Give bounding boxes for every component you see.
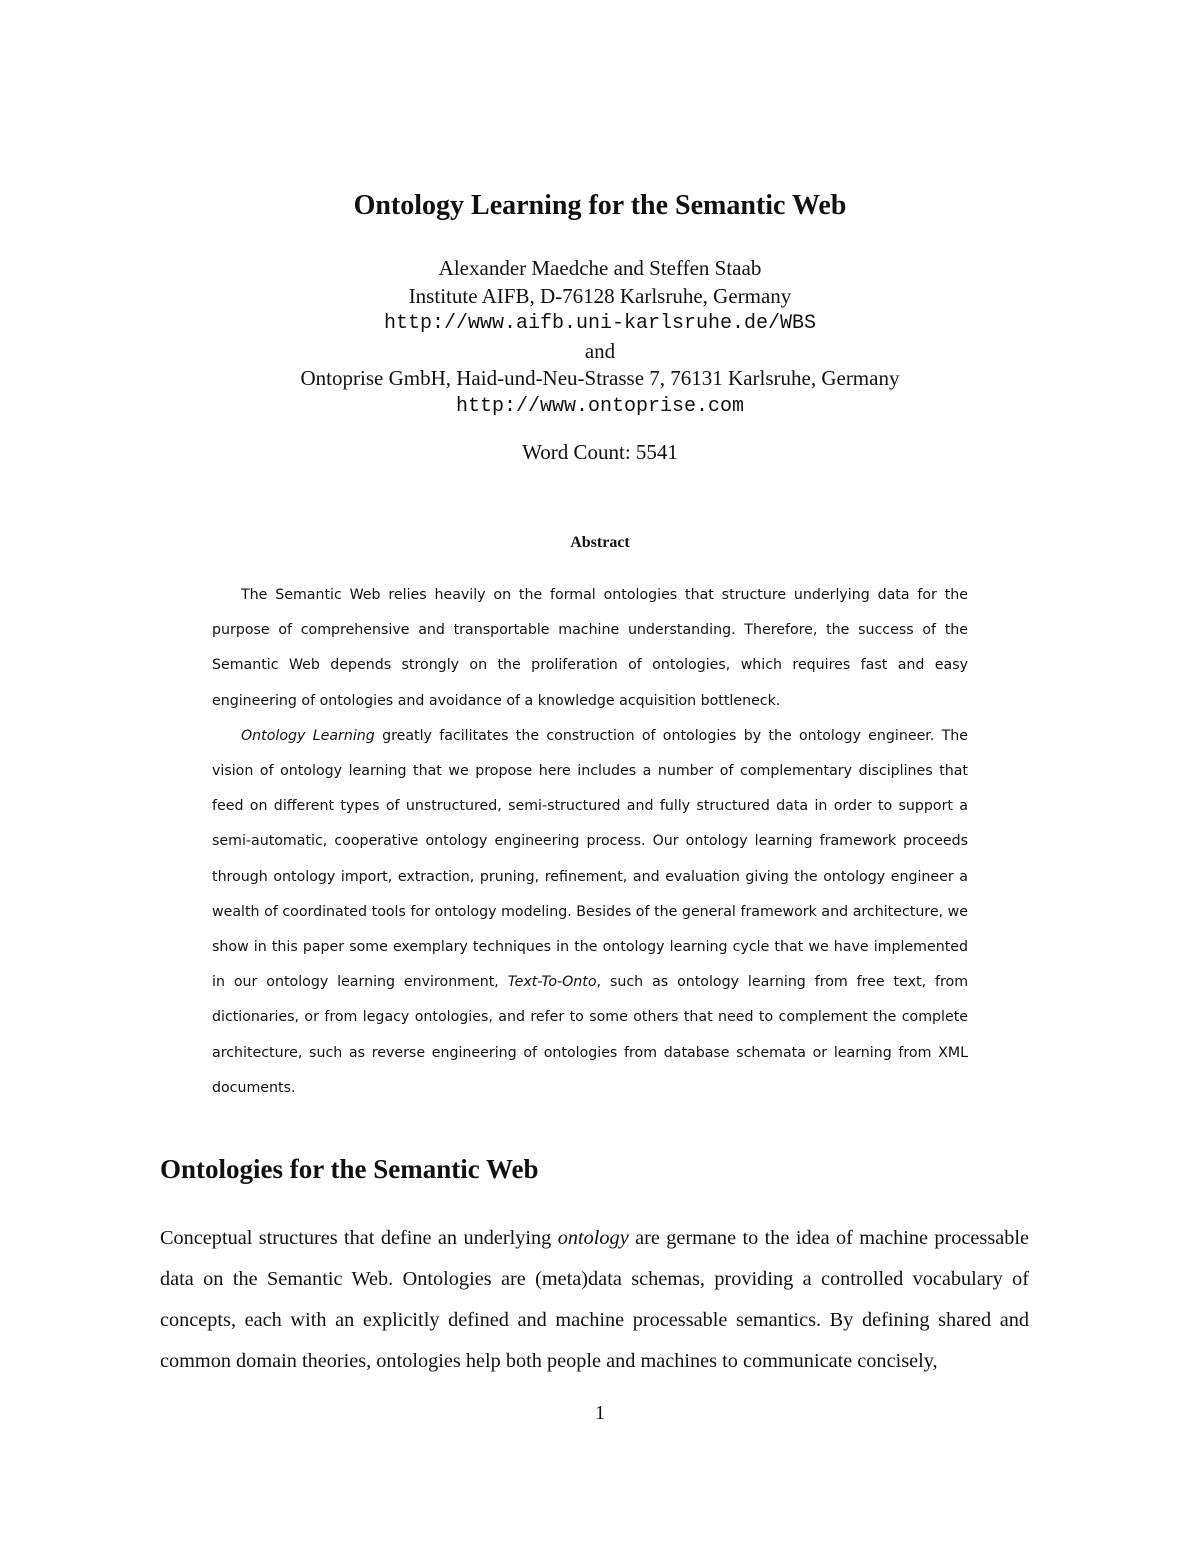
section-body [160,1218,1029,1382]
abstract-heading: Abstract [570,534,630,551]
affiliation-ontoprise: Ontoprise GmbH, Haid-und-Neu-Strasse 7, 76131 Karlsruhe, Germany [300,366,900,390]
word-count: Word Count: 5541 [522,440,678,464]
abstract-paragraph-2 [212,719,968,1106]
section-paragraph-1 [160,1218,1029,1382]
section-term-ontology: ontology [557,1227,629,1249]
aifb-url-link[interactable]: http://www.aifb.uni-karlsruhe.de/WBS [383,312,817,335]
section-text-b: are germane to the idea of machine processable data on the Semantic Web. Ontologies are (meta)data schemas, providing a controlled vocabulary of concepts, each with an explicitly defined and machine processable semantics. By defining shared and common domain theories, ontologies help both people and machines to communicate concisely, [160,1227,1029,1372]
section-text-a: Conceptual structures that define an underlying [160,1227,558,1249]
ontoprise-url-link[interactable]: http://www.ontoprise.com [455,394,745,418]
section-heading: Ontologies for the Semantic Web [160,1154,539,1184]
abstract-body [212,578,968,1106]
abstract-system-name: Text-To-Onto [507,974,597,991]
affiliation-conjunction: and [584,338,616,363]
paper-title: Ontology Learning for the Semantic Web [353,190,847,221]
affiliation-aifb: Institute AIFB, D-76128 Karlsruhe, Germany [408,283,792,308]
abstract-term-ontology-learning: Ontology Learning [241,727,375,744]
page-number: 1 [595,1402,605,1424]
author-names: Alexander Maedche and Steffen Staab [438,256,762,280]
author-block [0,255,1200,420]
abstract-paragraph-2-text-b: , such as ontology learning from free text, from dictionaries, or from legacy ontologies, and refer to some others that need to complement the complete architecture, such as reverse engineering of ontologies from database schemata or learning from XML documents. [212,974,969,1096]
abstract-paragraph-2-text-a: greatly facilitates the construction of ontologies by the ontology engineer. The vision of ontology learning that we propose here includes a number of complementary disciplines that feed on different types of unstructured, semi-structured and fully structured data in order to support a semi-automatic, cooperative ontology engineering process. Our ontology learning framework proceeds through ontology import, extraction, pruning, refinement, and evaluation giving the ontology engineer a wealth of coordinated tools for ontology modeling. Besides of the general framework and architecture, we show in this paper some exemplary techniques in the ontology learning cycle that we have implemented in our ontology learning environment, [212,727,969,991]
abstract-paragraph-1: The Semantic Web relies heavily on the formal ontologies that structure underlying data for the purpose of comprehensive and transportable machine understanding. Therefore, the success of the Semantic Web depends strongly on the proliferation of ontologies, which requires fast and easy engineering of ontologies and avoidance of a knowledge acquisition bottleneck. [212,587,968,709]
